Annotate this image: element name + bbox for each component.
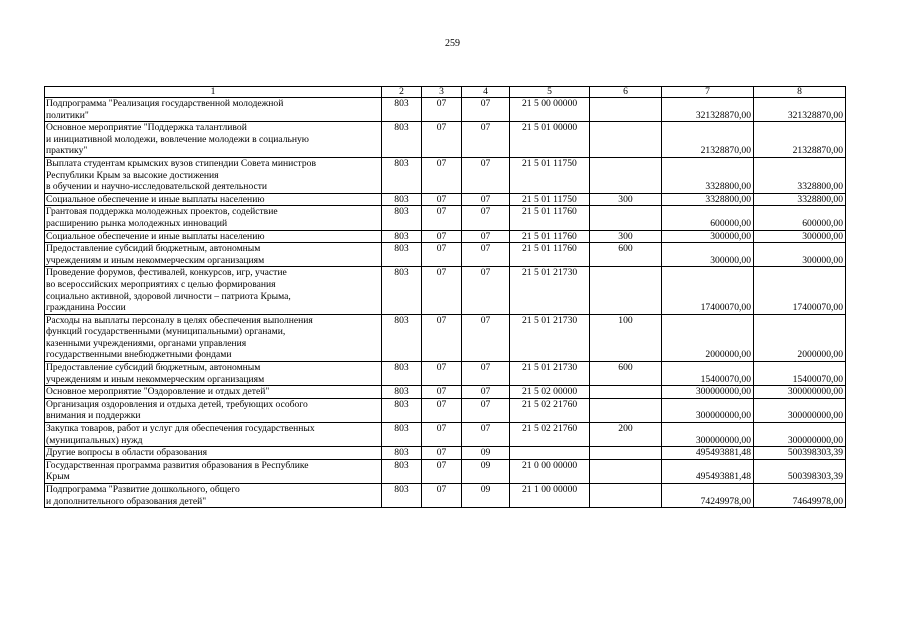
cell-amount-year2: 300000000,00 [754, 386, 846, 399]
cell-amount-year2: 300000000,00 [754, 423, 846, 447]
column-header: 1 [45, 87, 382, 98]
cell-subsection: 07 [462, 362, 510, 386]
column-header: 6 [590, 87, 662, 98]
cell-amount-year1: 2000000,00 [662, 314, 754, 361]
cell-grbs: 803 [382, 267, 422, 314]
cell-amount-year1: 600000,00 [662, 206, 754, 230]
cell-subsection: 07 [462, 157, 510, 193]
cell-grbs: 803 [382, 122, 422, 158]
cell-section: 07 [422, 98, 462, 122]
cell-subsection: 07 [462, 206, 510, 230]
cell-target-article: 21 5 02 21760 [510, 423, 590, 447]
cell-expense-type [590, 122, 662, 158]
cell-amount-year2: 15400070,00 [754, 362, 846, 386]
cell-section: 07 [422, 386, 462, 399]
cell-section: 07 [422, 157, 462, 193]
cell-target-article: 21 5 01 11760 [510, 206, 590, 230]
row-description: Социальное обеспечение и иные выплаты населению [45, 193, 382, 206]
cell-amount-year1: 3328800,00 [662, 193, 754, 206]
cell-target-article: 21 5 02 00000 [510, 386, 590, 399]
cell-section: 07 [422, 398, 462, 422]
cell-expense-type: 300 [590, 193, 662, 206]
cell-amount-year1: 495493881,48 [662, 459, 754, 483]
cell-amount-year2: 3328800,00 [754, 157, 846, 193]
cell-section: 07 [422, 484, 462, 508]
cell-section: 07 [422, 193, 462, 206]
cell-target-article: 21 5 01 21730 [510, 362, 590, 386]
cell-expense-type: 200 [590, 423, 662, 447]
column-header: 7 [662, 87, 754, 98]
cell-amount-year2: 17400070,00 [754, 267, 846, 314]
cell-amount-year2: 21328870,00 [754, 122, 846, 158]
row-description: Предоставление субсидий бюджетным, автономным учреждениям и иным некоммерческим организациям [45, 243, 382, 267]
cell-amount-year1: 300000000,00 [662, 398, 754, 422]
table-row [45, 423, 846, 447]
column-header: 4 [462, 87, 510, 98]
cell-subsection: 07 [462, 98, 510, 122]
cell-grbs: 803 [382, 206, 422, 230]
cell-grbs: 803 [382, 157, 422, 193]
row-description: Другие вопросы в области образования [45, 447, 382, 460]
column-header: 2 [382, 87, 422, 98]
cell-expense-type [590, 398, 662, 422]
cell-subsection: 07 [462, 243, 510, 267]
cell-expense-type: 600 [590, 362, 662, 386]
table-row [45, 447, 846, 460]
row-description: Предоставление субсидий бюджетным, автономным учреждениям и иным некоммерческим организациям [45, 362, 382, 386]
cell-grbs: 803 [382, 423, 422, 447]
cell-subsection: 07 [462, 230, 510, 243]
cell-target-article: 21 5 01 11750 [510, 193, 590, 206]
row-description: Подпрограмма "Реализация государственной молодежной политики" [45, 98, 382, 122]
cell-amount-year2: 300000000,00 [754, 398, 846, 422]
table-row [45, 314, 846, 361]
cell-amount-year2: 500398303,39 [754, 459, 846, 483]
cell-expense-type [590, 98, 662, 122]
cell-expense-type: 100 [590, 314, 662, 361]
cell-amount-year1: 321328870,00 [662, 98, 754, 122]
cell-grbs: 803 [382, 314, 422, 361]
cell-grbs: 803 [382, 230, 422, 243]
row-description: Закупка товаров, работ и услуг для обеспечения государственных (муниципальных) нужд [45, 423, 382, 447]
row-description: Проведение форумов, фестивалей, конкурсов, игр, участие во всероссийских мероприятиях с целью формирования социально активной, здоровой личности – патриота Крыма, гражданина России [45, 267, 382, 314]
table-row [45, 98, 846, 122]
cell-amount-year1: 3328800,00 [662, 157, 754, 193]
table-row [45, 206, 846, 230]
table-row [45, 362, 846, 386]
cell-target-article: 21 5 02 21760 [510, 398, 590, 422]
cell-amount-year1: 495493881,48 [662, 447, 754, 460]
cell-amount-year1: 15400070,00 [662, 362, 754, 386]
cell-target-article: 21 5 01 21730 [510, 314, 590, 361]
table-row [45, 157, 846, 193]
table-row [45, 267, 846, 314]
cell-amount-year1: 74249978,00 [662, 484, 754, 508]
cell-expense-type [590, 157, 662, 193]
table-row [45, 398, 846, 422]
cell-amount-year1: 17400070,00 [662, 267, 754, 314]
cell-expense-type [590, 459, 662, 483]
budget-table [44, 86, 846, 508]
column-header: 5 [510, 87, 590, 98]
cell-amount-year1: 300000,00 [662, 230, 754, 243]
cell-section: 07 [422, 447, 462, 460]
cell-subsection: 07 [462, 193, 510, 206]
cell-amount-year2: 321328870,00 [754, 98, 846, 122]
cell-section: 07 [422, 206, 462, 230]
row-description: Основное мероприятие "Оздоровление и отдых детей" [45, 386, 382, 399]
cell-amount-year2: 74649978,00 [754, 484, 846, 508]
cell-grbs: 803 [382, 98, 422, 122]
cell-section: 07 [422, 423, 462, 447]
cell-expense-type: 600 [590, 243, 662, 267]
cell-subsection: 07 [462, 398, 510, 422]
cell-amount-year2: 2000000,00 [754, 314, 846, 361]
row-description: Социальное обеспечение и иные выплаты населению [45, 230, 382, 243]
cell-grbs: 803 [382, 243, 422, 267]
cell-section: 07 [422, 122, 462, 158]
cell-grbs: 803 [382, 362, 422, 386]
row-description: Грантовая поддержка молодежных проектов, содействие расширению рынка молодежных инноваций [45, 206, 382, 230]
cell-section: 07 [422, 230, 462, 243]
cell-target-article: 21 0 00 00000 [510, 459, 590, 483]
cell-grbs: 803 [382, 386, 422, 399]
cell-section: 07 [422, 314, 462, 361]
row-description: Государственная программа развития образования в Республике Крым [45, 459, 382, 483]
row-description: Подпрограмма "Развитие дошкольного, общего и дополнительного образования детей" [45, 484, 382, 508]
cell-section: 07 [422, 267, 462, 314]
cell-subsection: 09 [462, 447, 510, 460]
cell-target-article: 21 1 00 00000 [510, 484, 590, 508]
cell-target-article [510, 447, 590, 460]
cell-amount-year1: 21328870,00 [662, 122, 754, 158]
table-row [45, 193, 846, 206]
cell-target-article: 21 5 01 11760 [510, 230, 590, 243]
cell-expense-type [590, 386, 662, 399]
cell-grbs: 803 [382, 447, 422, 460]
table-row [45, 243, 846, 267]
cell-target-article: 21 5 01 11760 [510, 243, 590, 267]
column-header: 3 [422, 87, 462, 98]
cell-section: 07 [422, 243, 462, 267]
page-number: 259 [445, 38, 460, 49]
cell-amount-year2: 600000,00 [754, 206, 846, 230]
cell-section: 07 [422, 362, 462, 386]
cell-subsection: 07 [462, 423, 510, 447]
cell-grbs: 803 [382, 484, 422, 508]
cell-target-article: 21 5 00 00000 [510, 98, 590, 122]
table-row [45, 386, 846, 399]
table-row [45, 230, 846, 243]
cell-amount-year2: 500398303,39 [754, 447, 846, 460]
cell-target-article: 21 5 01 21730 [510, 267, 590, 314]
cell-grbs: 803 [382, 398, 422, 422]
cell-subsection: 09 [462, 484, 510, 508]
cell-amount-year2: 300000,00 [754, 243, 846, 267]
row-description: Выплата студентам крымских вузов стипендии Совета министров Республики Крым за высокие достижения в обучении и научно-исследовательской деятельности [45, 157, 382, 193]
cell-grbs: 803 [382, 459, 422, 483]
cell-expense-type [590, 484, 662, 508]
cell-amount-year1: 300000000,00 [662, 423, 754, 447]
cell-subsection: 07 [462, 267, 510, 314]
table-row [45, 484, 846, 508]
table-row [45, 122, 846, 158]
table-header-row [45, 87, 846, 98]
cell-expense-type [590, 447, 662, 460]
cell-target-article: 21 5 01 00000 [510, 122, 590, 158]
cell-expense-type [590, 206, 662, 230]
cell-grbs: 803 [382, 193, 422, 206]
cell-amount-year2: 300000,00 [754, 230, 846, 243]
cell-amount-year1: 300000000,00 [662, 386, 754, 399]
cell-subsection: 09 [462, 459, 510, 483]
cell-expense-type [590, 267, 662, 314]
row-description: Основное мероприятие "Поддержка талантливой и инициативной молодежи, вовлечение молодежи в социальную практику" [45, 122, 382, 158]
row-description: Расходы на выплаты персоналу в целях обеспечения выполнения функций государственными (муниципальными) органами, казенными учреждениями, органами управления государственными внебюджетными фондами [45, 314, 382, 361]
cell-subsection: 07 [462, 386, 510, 399]
row-description: Организация оздоровления и отдыха детей, требующих особого внимания и поддержки [45, 398, 382, 422]
cell-subsection: 07 [462, 314, 510, 361]
cell-target-article: 21 5 01 11750 [510, 157, 590, 193]
cell-amount-year1: 300000,00 [662, 243, 754, 267]
cell-subsection: 07 [462, 122, 510, 158]
cell-amount-year2: 3328800,00 [754, 193, 846, 206]
table-row [45, 459, 846, 483]
cell-section: 07 [422, 459, 462, 483]
column-header: 8 [754, 87, 846, 98]
cell-expense-type: 300 [590, 230, 662, 243]
